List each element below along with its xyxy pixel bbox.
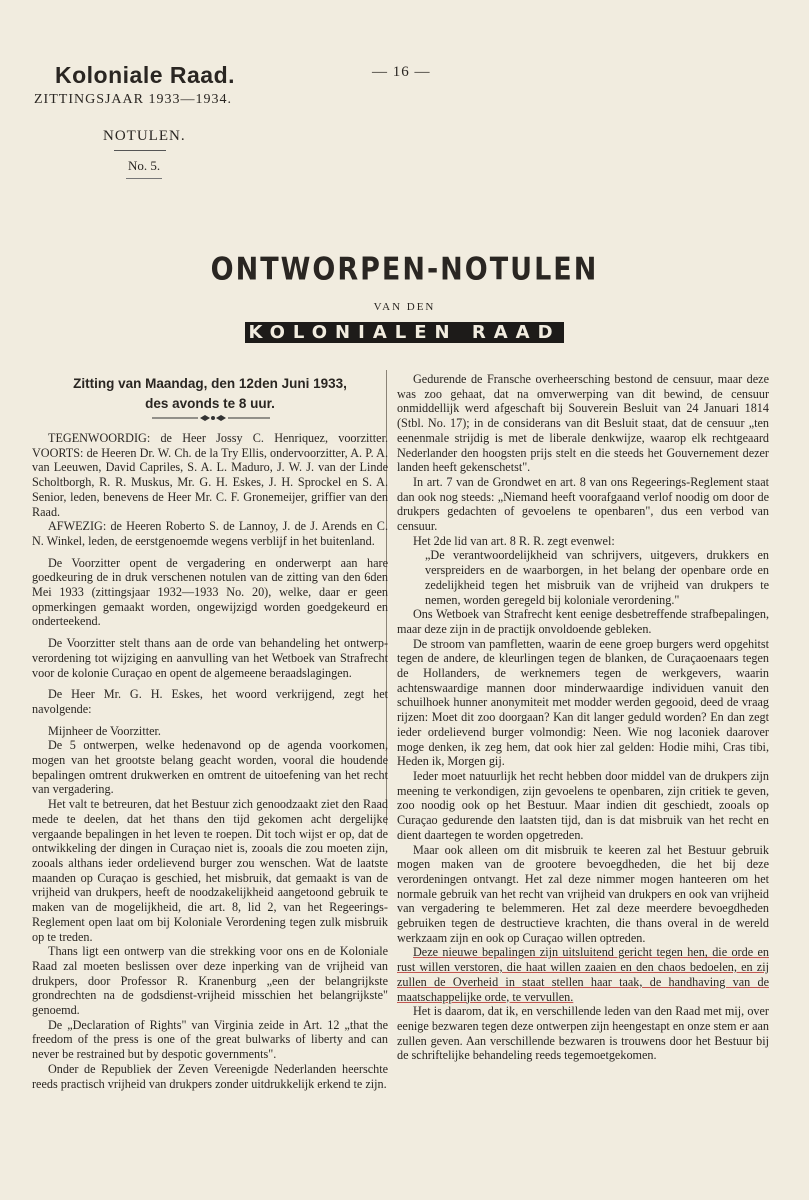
paragraph: AFWEZIG: de Heeren Roberto S. de Lannoy, J. de J. Arends en C. N. Winkel, leden, de eerstgenoemde wegens verblijf in het buitenland. (32, 519, 388, 548)
divider-rule (126, 178, 162, 179)
session-heading (32, 374, 388, 414)
council-title: Koloniale Raad. (55, 62, 236, 88)
quote-paragraph: „De verantwoordelijkheid van schrijvers, uitgevers, drukkers en verspreiders en de waarborgen, in het belang der openbare orde en zedelijkheid tegen het misbruik van de vrijheid van drukpers te nemen, worden geregeld bij koloniale verordening." (425, 548, 769, 607)
raad-logo-text: KOLONIALEN RAAD (245, 322, 563, 343)
session-line-2: des avonds te 8 uur. (145, 396, 275, 411)
paragraph: Het valt te betreuren, dat het Bestuur zich genoodzaakt ziet den Raad mede te deelen, dat het thans den tijd gekomen acht dergelijke vergaande bepalingen in het leven te roepen. Dit toch wijst er op, dat de ontwikkeling der dingen in Curaçao niet is, zooals die zou moeten zijn, zooals althans ieder ordelievend burger zou wenschen. Wat de laatste maanden op Curaçao is geschied, het misbruik, dat gemaakt is van de vrijheid van drukpers, heeft de noodzakelijkheid aangetoond gebruik te maken van de mogelijkheid, die art. 8, lid 2, van het Regeerings-Reglement open laat om bij Koloniale Verordening tegen zulk misbruik op te treden. (32, 797, 388, 944)
paragraph: Het 2de lid van art. 8 R. R. zegt evenwel: (413, 533, 615, 548)
highlighted-paragraph: Deze nieuwe bepalingen zijn uitsluitend gericht tegen hen, die orde en rust willen verstoren, die haat willen zaaien en den chaos bedoelen, en zij zullen de Overheid in staat stellen haar taak, de handhaving van de maatschappelijke orde, te vervullen. (397, 945, 769, 1004)
paragraph: Thans ligt een ontwerp van die strekking voor ons en de Koloniale Raad zal moeten beslissen over deze inperking van de vrijheid van drukpers, door Professor R. Kranenburg „een der belangrijkste grondrechten na de godsdienst-vrijheid misschien het belangrijkste" genoemd. (32, 944, 388, 1018)
paragraph: Maar ook alleen om dit misbruik te keeren zal het Bestuur gebruik mogen maken van de grootere bevoegdheden, die het bij deze verordeningen ontvangt. Het zal deze nimmer mogen hanteeren om het normale gebruik van het recht van vrijheid van drukpers en ook van vrijheid van vergadering te belemmeren. Het zal deze meerdere bevoegdheden gebruiken tegen de destructieve krachten, die thans overal in de wereld werkzaam zijn en ook op Curaçao willen optreden. (397, 842, 769, 945)
divider-rule (114, 150, 166, 151)
paragraph: Onder de Republiek der Zeven Vereenigde Nederlanden heerschte reeds practisch vrijheid van drukpers zonder uitdrukkelijk erkend te zijn. (32, 1061, 388, 1091)
paragraph: Het is daarom, dat ik, en verschillende leden van den Raad met mij, over eenige bezwaren tegen deze ontwerpen zijn heengestapt en onze stem er aan zullen geven. Aan verschillende bezwaren is trouwens door het Bestuur bij de schriftelijke behandeling reeds tegemoetgekomen. (397, 1004, 769, 1063)
page-number: — 16 — (372, 64, 431, 80)
masthead-van-den: VAN DEN (373, 301, 436, 313)
paragraph: De Voorzitter stelt thans aan de orde van behandeling het ontwerp-verordening tot wijziging en aanvulling van het Wetboek van Strafrecht voor de kolonie Curaçao en opent de algemeene beraadslagingen. (32, 636, 388, 680)
masthead-title: ONTWORPEN-NOTULEN (210, 251, 599, 288)
paragraph: Ieder moet natuurlijk het recht hebben door middel van de drukpers zijn meening te verkondigen, zijn gevoelens te openbaren, zijn critiek te geven, zoo noodig ook op het Bestuur. Maar indien dit geschiedt, zooals op Curaçao gedurende den laatsten tijd, dan is dat misbruik van het recht en dient daartegen te worden opgetreden. (397, 768, 769, 842)
paragraph: In art. 7 van de Grondwet en art. 8 van ons Regeerings-Reglement staat dan ook nog steeds: „Niemand heeft voorafgaand verlof noodig om door de drukpers gedachten of gevoelens te openbaren", dus een verbod van censuur. (397, 474, 769, 534)
right-column (397, 372, 769, 1063)
issue-number: No. 5. (128, 158, 161, 173)
paragraph: Ons Wetboek van Strafrecht kent eenige desbetreffende strafbepalingen, maar deze zijn in de practijk onvoldoende gebleken. (397, 607, 769, 636)
ornament-icon (152, 414, 270, 422)
paragraph: Gedurende de Fransche overheersching bestond de censuur, maar deze was zoo gehaat, dat na omverwerping van dit bewind, de censuur onmiddellijk werd afgeschaft bij Souverein Besluit van 24 Januari 1814 (Stbl. No. 17); in de considerans van dit Besluit staat, dat de censuur „ten eenenmale strijdig is met de liberale denkwijze, waarop elk rechtgeaard Nederlander den hoogsten prijs stelt en die steeds het Gouvernement dezer landen heeft gekenschetst". (397, 372, 769, 475)
paragraph: Mijnheer de Voorzitter. (48, 723, 161, 738)
notulen-label: NOTULEN. (103, 128, 186, 144)
session-year: ZITTINGSJAAR 1933—1934. (34, 92, 232, 107)
paragraph: De Heer Mr. G. H. Eskes, het woord verkrijgend, zegt het navolgende: (32, 687, 388, 716)
left-column (32, 431, 388, 1091)
session-line-1: Zitting van Maandag, den 12den Juni 1933, (73, 376, 347, 391)
paragraph: De „Declaration of Rights" van Virginia zeide in Art. 12 „that the freedom of the press is one of the great bulwarks of liberty and can never be restrained but by despotic governments". (32, 1017, 388, 1062)
paragraph: De stroom van pamfletten, waarin de eene groep burgers werd opgehitst tegen de andere, de kleurlingen tegen de blanken, de Curaçaoenaars tegen de Hollanders, de werknemers tegen de werkgevers, waarin achtenswaardige mannen door minderwaardige individuen vanuit den schuilhoek hunner anonymiteit met modder werden gegooid, deed de vraag rijzen: Moet dit zoo doorgaan? Kan dit langer geduld worden? En dan zegt ieder ordelievend burger volmondig: Neen. Wie nog laconiek daarover moge denken, ik zeg hem, dat ook hier zal gelden: Hodie mihi, Cras tibi, Heden ik, Morgen gij. (397, 636, 769, 769)
paragraph: De 5 ontwerpen, welke hedenavond op de agenda voorkomen, mogen van het grootste belang geacht worden, vooral die houdende bepalingen omtrent drukwerken en omtrent de uitoefening van het recht van vergadering. (32, 738, 388, 797)
paragraph: TEGENWOORDIG: de Heer Jossy C. Henriquez, voorzitter. VOORTS: de Heeren Dr. W. Ch. de la Try Ellis, ondervoorzitter, A. P. A. van Leeuwen, David Capriles, S. A. L. Maduro, J. W. J. van der Linde Scholtborgh, R. R. Muskus, Mr. G. H. Eskes, J. H. Sprockel en S. A. Senior, leden, benevens de Heer Mr. C. F. Gronemeijer, griffier van den Raad. (32, 431, 388, 519)
paragraph: De Voorzitter opent de vergadering en onderwerpt aan hare goedkeuring de in druk verschenen notulen van de zitting van den 6den Mei 1933 (zittingsjaar 1932—1933 No. 20), welke, daar er geen opmerkingen gemaakt worden, ongewijzigd worden goedgekeurd en onderteekend. (32, 555, 388, 629)
masthead-raad-logo (0, 322, 809, 343)
